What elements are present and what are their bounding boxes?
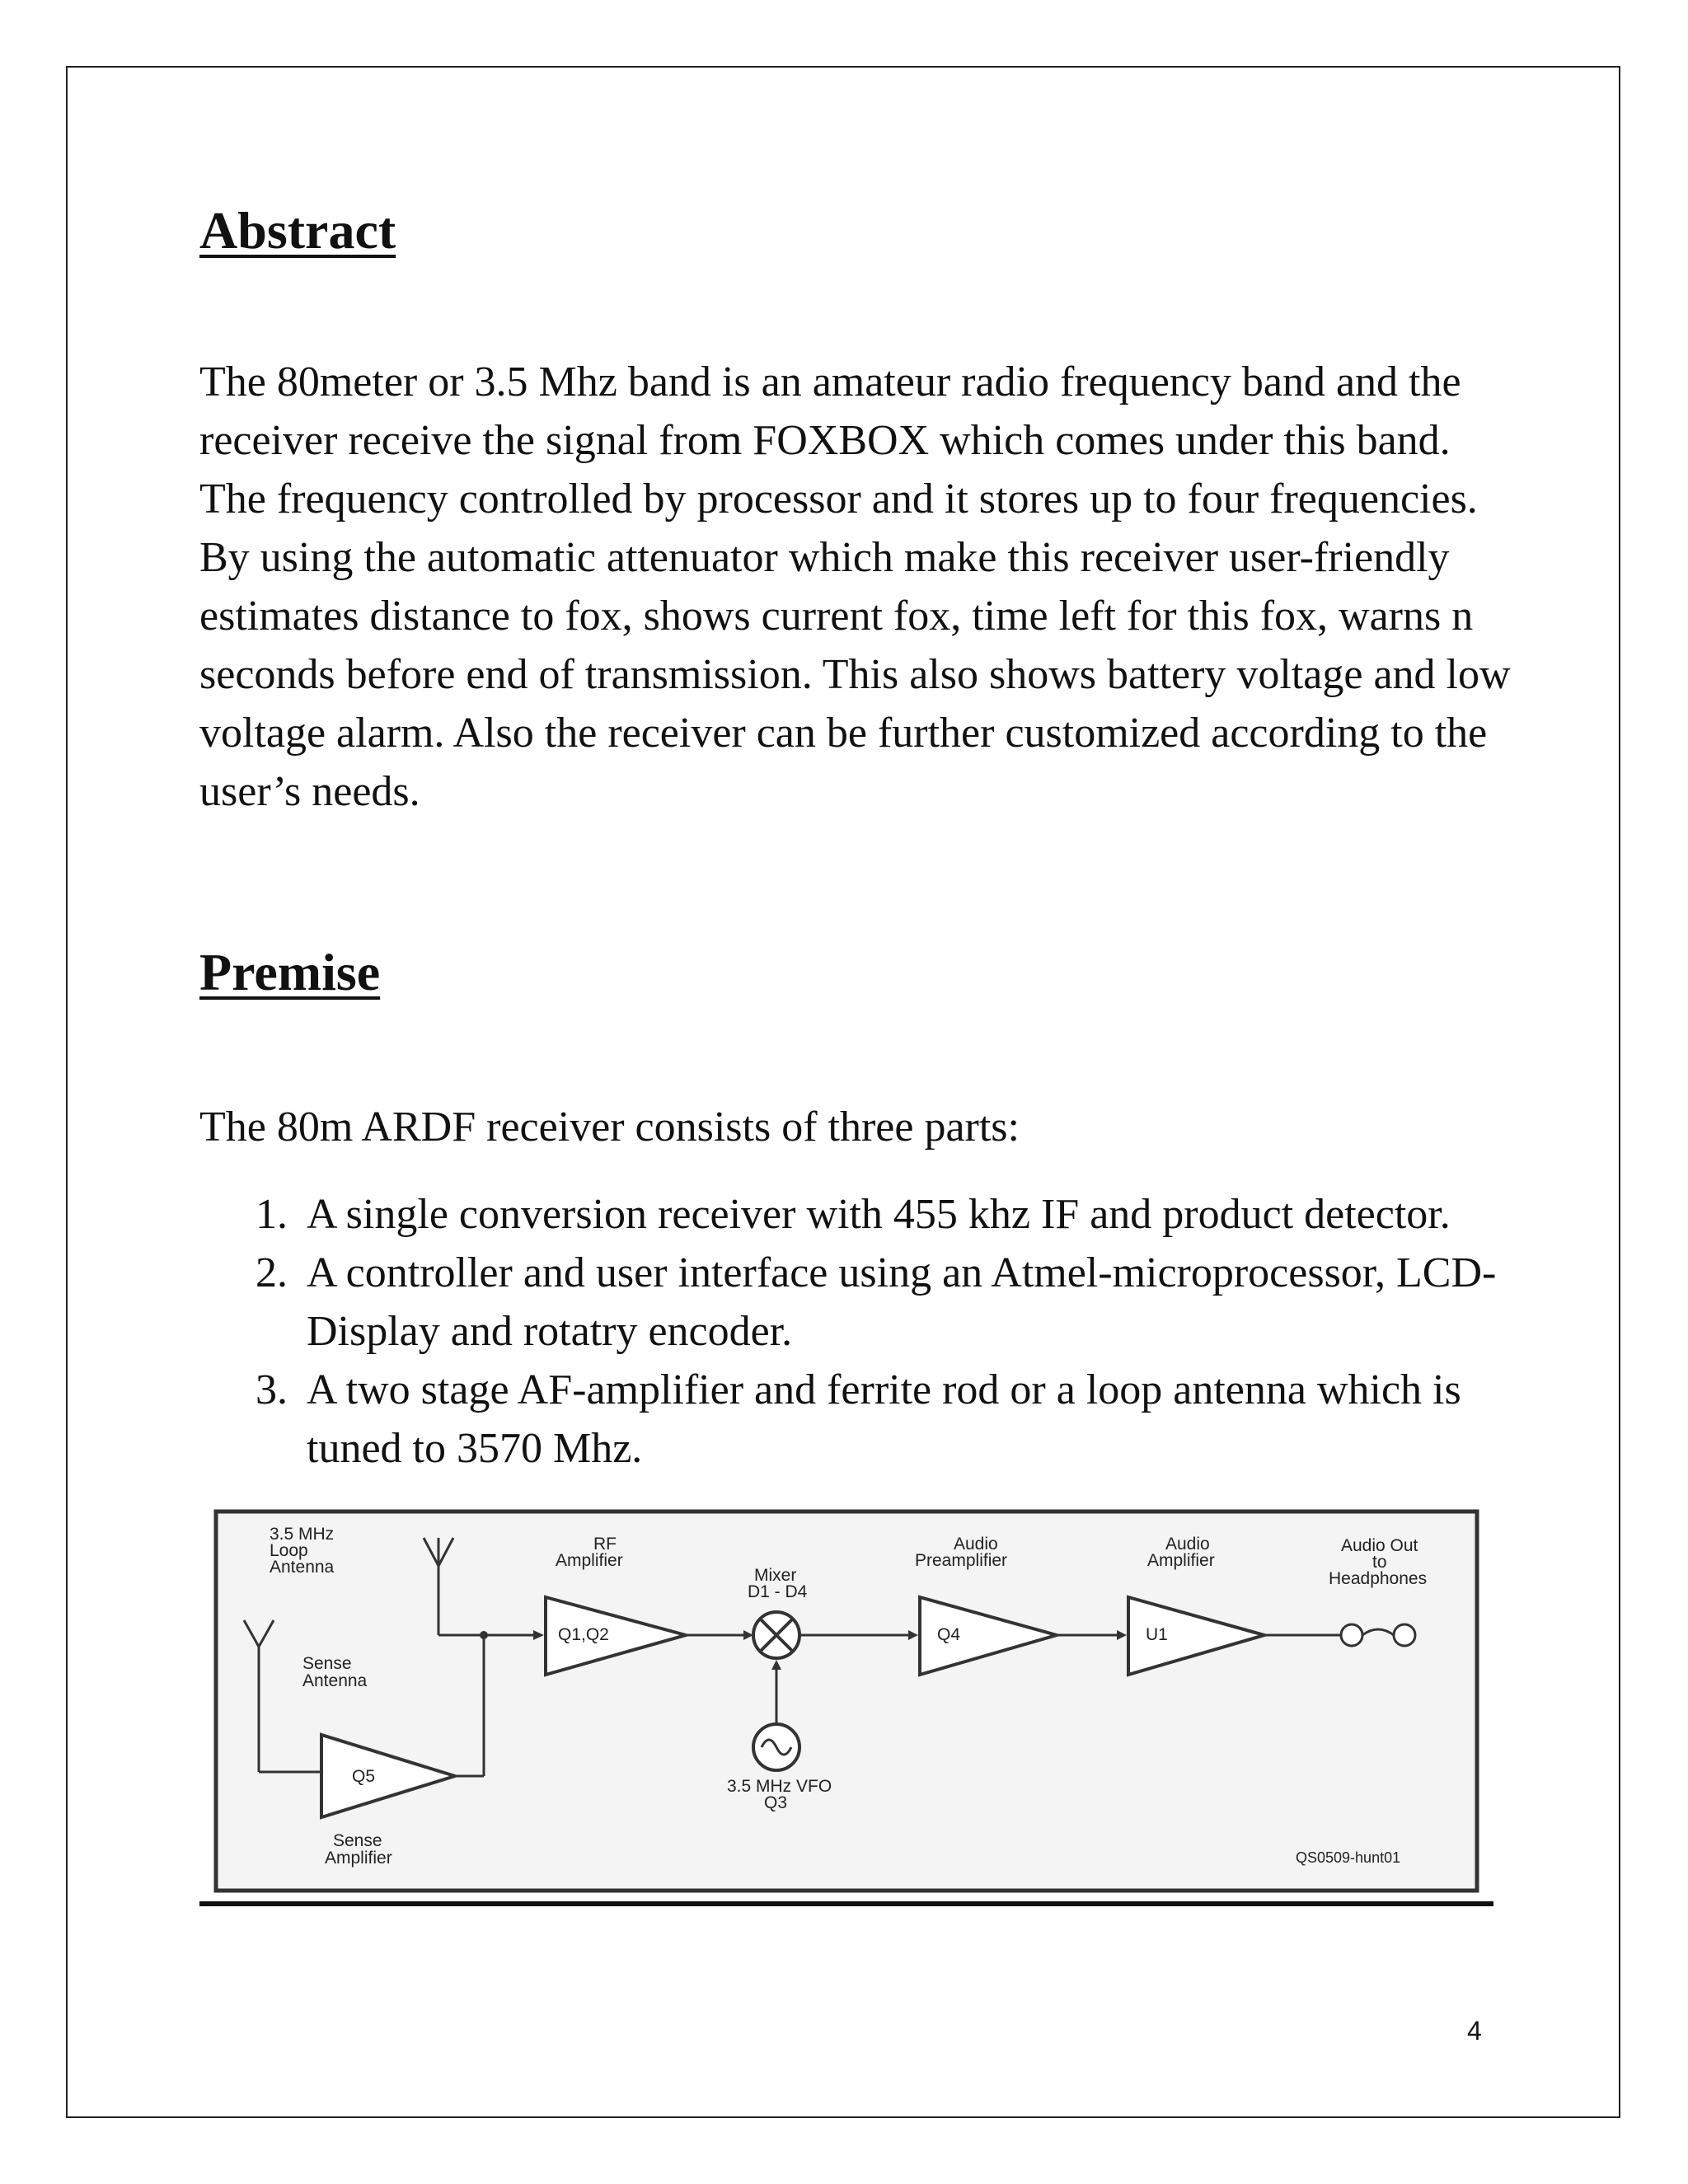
junction-dot xyxy=(480,1631,488,1639)
loop-antenna-label: 3.5 MHz Loop Antenna xyxy=(270,1525,335,1577)
premise-list xyxy=(199,1185,1535,1478)
list-item: 2. A controller and user interface using an Atmel-microprocessor, LCD-Display and rotatry encoder. xyxy=(298,1244,1535,1361)
receiver-block-diagram xyxy=(199,1500,1493,1912)
vfo-label: 3.5 MHz VFO Q3 xyxy=(727,1777,832,1812)
list-item: 3. A two stage AF-amplifier and ferrite rod or a loop antenna which is tuned to 3570 Mhz. xyxy=(298,1361,1535,1478)
preamp-part: Q4 xyxy=(937,1625,961,1644)
audio-preamplifier-label: Audio Preamplifier xyxy=(915,1535,1008,1570)
sense-antenna-label: Sense Antenna xyxy=(302,1654,368,1690)
mixer-symbol xyxy=(753,1612,799,1658)
audio-out-label: Audio Out to Headphones xyxy=(1329,1536,1428,1588)
page-number: 4 xyxy=(1467,2016,1482,2046)
diagram-frame xyxy=(216,1511,1477,1891)
premise-heading: Premise xyxy=(199,943,381,1001)
abstract-paragraph: The 80meter or 3.5 Mhz band is an amateur radio frequency band and the receiver receive the signal from FOXBOX which comes under this band. The frequency controlled by processor and it stores up to four frequencies. By using the automatic attenuator which make this receiver user-friendly estimates distance to fox, shows current fox, time left for this fox, warns n seconds before end of transmission. This also shows battery voltage and low voltage alarm. Also the receiver can be further customized according to the user’s needs. xyxy=(199,359,1511,815)
premise-intro: The 80m ARDF receiver consists of three parts: xyxy=(199,1104,1020,1151)
rf-amplifier-label: RF Amplifier xyxy=(556,1535,623,1570)
sense-amplifier-label: Sense Amplifier xyxy=(325,1831,392,1868)
figure-id-label: QS0509-hunt01 xyxy=(1296,1849,1401,1866)
audio-amplifier-label: Audio Amplifier xyxy=(1147,1535,1215,1570)
list-item: 1. A single conversion receiver with 455 khz IF and product detector. xyxy=(298,1185,1535,1244)
mixer-label: Mixer D1 - D4 xyxy=(748,1566,808,1601)
abstract-heading: Abstract xyxy=(199,201,396,260)
sense-amp-part: Q5 xyxy=(352,1767,376,1786)
amp-part: U1 xyxy=(1146,1625,1168,1644)
rf-amp-part: Q1,Q2 xyxy=(558,1625,609,1644)
